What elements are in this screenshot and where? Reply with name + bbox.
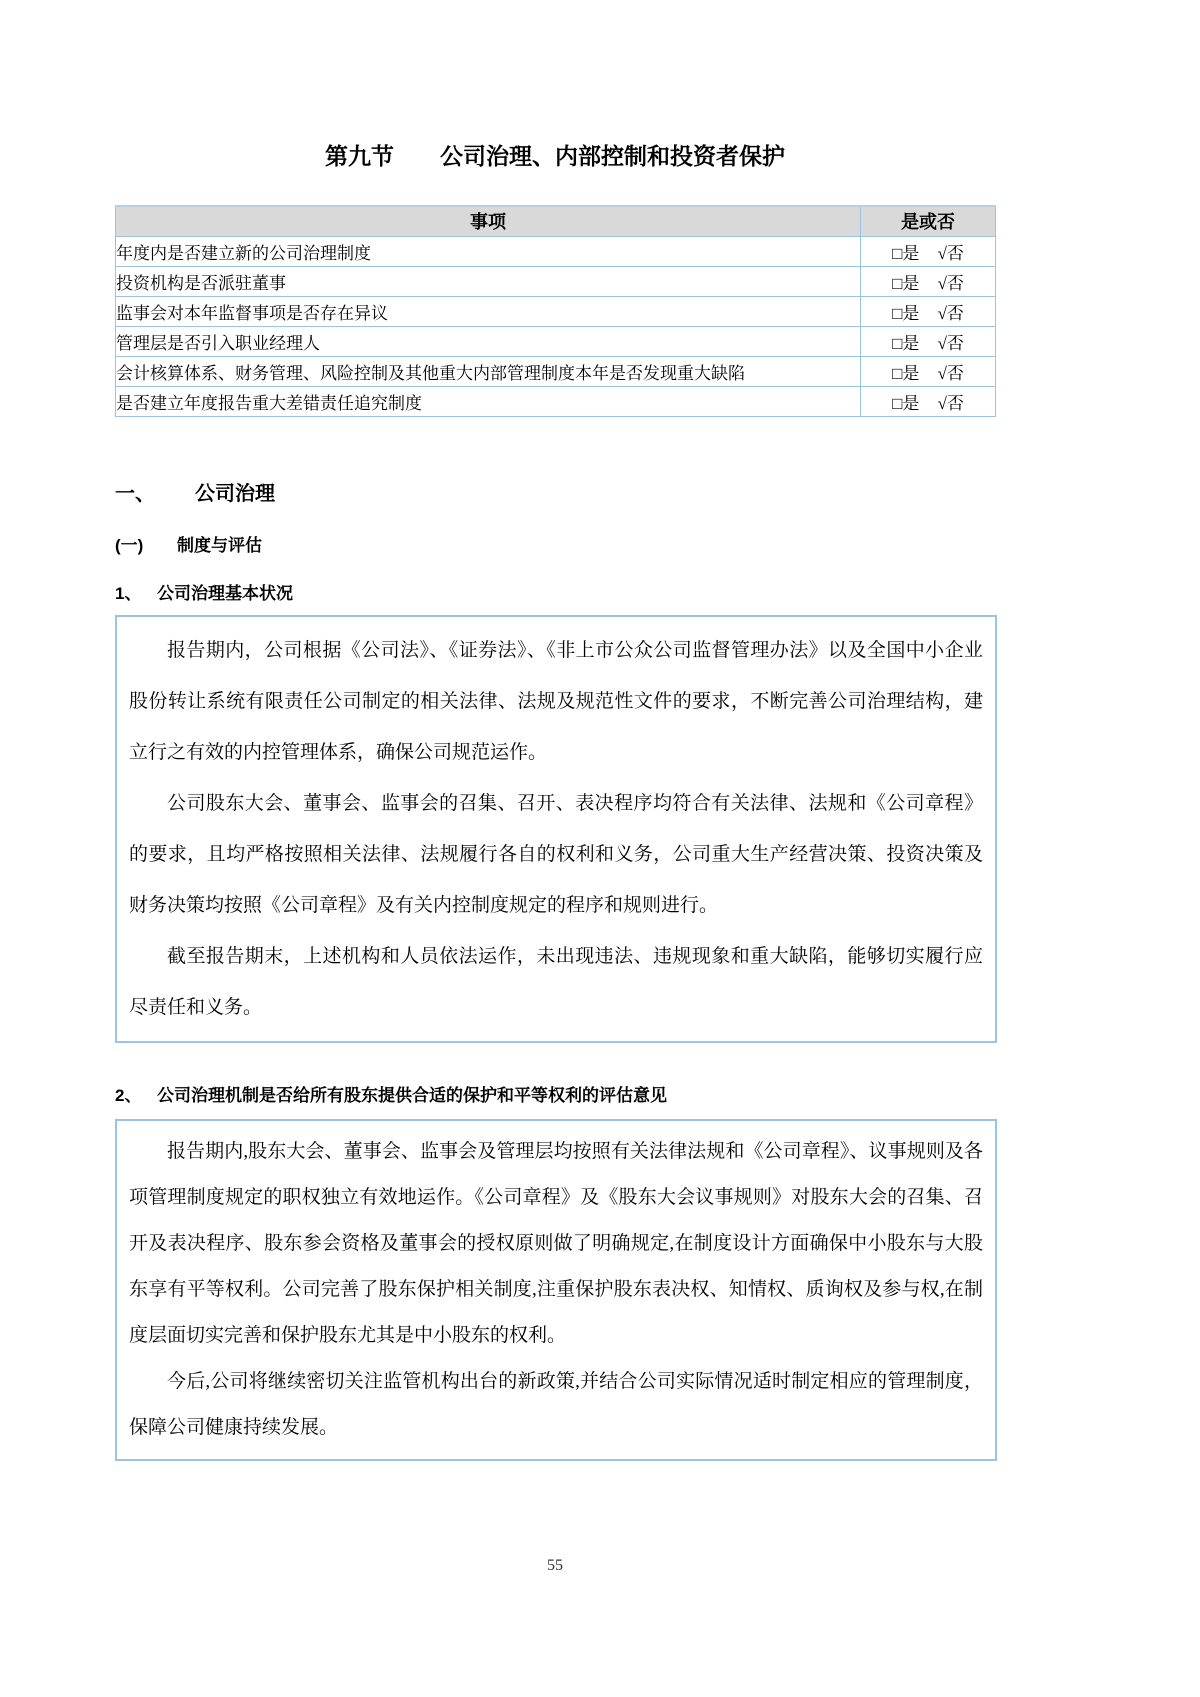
section-number: 一、: [115, 482, 155, 505]
checkmark-no-option: √否: [937, 393, 964, 413]
page-number: 55: [547, 1557, 563, 1574]
checkbox-yes-option: □是: [892, 393, 920, 413]
item-heading-basic-status: [115, 583, 995, 605]
shareholder-protection-textbox: [115, 1119, 997, 1461]
item-label: 监事会对本年监督事项是否存在异议: [116, 296, 861, 326]
checkmark-no-option: √否: [937, 243, 964, 263]
page-title: 第九节 公司治理、内部控制和投资者保护: [325, 143, 785, 169]
subsection-number: (一): [115, 535, 144, 555]
item-title: 公司治理基本状况: [157, 583, 293, 603]
checkmark-no-option: √否: [937, 333, 964, 353]
checkbox-yes-option: □是: [892, 303, 920, 323]
answer-cell: [861, 266, 996, 296]
paragraph: 公司股东大会、董事会、监事会的召集、召开、表决程序均符合有关法律、法规和《公司章程》的要求，且均严格按照相关法律、法规履行各自的权利和义务，公司重大生产经营决策、投资决策及财务决策均按照《公司章程》及有关内控制度规定的程序和规则进行。: [129, 792, 983, 916]
item-number: 2、: [115, 1085, 142, 1105]
table-row: [116, 356, 996, 386]
section-title: 公司治理: [195, 482, 275, 505]
answer-cell: [861, 386, 996, 416]
subsection-heading-system-evaluation: [115, 535, 995, 557]
table-header-answer: 是或否: [861, 206, 996, 236]
checkmark-no-option: √否: [937, 273, 964, 293]
paragraph: 报告期内,股东大会、董事会、监事会及管理层均按照有关法律法规和《公司章程》、议事规则及各项管理制度规定的职权独立有效地运作。《公司章程》及《股东大会议事规则》对股东大会的召集、召开及表决程序、股东参会资格及董事会的授权原则做了明确规定,在制度设计方面确保中小股东与大股东享有平等权利。公司完善了股东保护相关制度,注重保护股东表决权、知情权、质询权及参与权,在制度层面切实完善和保护股东尤其是中小股东的权利。: [129, 1140, 983, 1346]
governance-status-textbox: [115, 615, 997, 1043]
answer-cell: [861, 236, 996, 266]
table-row: [116, 386, 996, 416]
answer-cell: [861, 356, 996, 386]
item-heading-shareholder-protection: [115, 1085, 995, 1107]
table-header-item: 事项: [116, 206, 861, 236]
table-row: [116, 236, 996, 266]
checkbox-yes-option: □是: [892, 243, 920, 263]
paragraph: 报告期内，公司根据《公司法》、《证券法》、《非上市公众公司监督管理办法》以及全国中小企业股份转让系统有限责任公司制定的相关法律、法规及规范性文件的要求，不断完善公司治理结构，建立行之有效的内控管理体系，确保公司规范运作。: [129, 639, 983, 763]
subsection-title: 制度与评估: [177, 535, 262, 555]
table-header-row: [116, 206, 996, 236]
item-title: 公司治理机制是否给所有股东提供合适的保护和平等权利的评估意见: [157, 1085, 667, 1105]
item-label: 是否建立年度报告重大差错责任追究制度: [116, 386, 861, 416]
checkmark-no-option: √否: [937, 363, 964, 383]
paragraph: 今后,公司将继续密切关注监管机构出台的新政策,并结合公司实际情况适时制定相应的管理制度，保障公司健康持续发展。: [129, 1370, 983, 1438]
item-label: 管理层是否引入职业经理人: [116, 326, 861, 356]
checkbox-yes-option: □是: [892, 333, 920, 353]
page-content: [115, 0, 995, 1461]
section-heading-governance: [115, 481, 995, 507]
table-row: [116, 326, 996, 356]
checkbox-yes-option: □是: [892, 273, 920, 293]
item-label: 年度内是否建立新的公司治理制度: [116, 236, 861, 266]
checkmark-no-option: √否: [937, 303, 964, 323]
paragraph: 截至报告期末，上述机构和人员依法运作，未出现违法、违规现象和重大缺陷，能够切实履行应尽责任和义务。: [129, 945, 983, 1018]
answer-cell: [861, 326, 996, 356]
table-row: [116, 296, 996, 326]
answer-cell: [861, 296, 996, 326]
item-label: 投资机构是否派驻董事: [116, 266, 861, 296]
item-label: 会计核算体系、财务管理、风险控制及其他重大内部管理制度本年是否发现重大缺陷: [116, 356, 861, 386]
table-row: [116, 266, 996, 296]
item-number: 1、: [115, 583, 142, 603]
governance-checklist-table: [115, 205, 996, 417]
checkbox-yes-option: □是: [892, 363, 920, 383]
